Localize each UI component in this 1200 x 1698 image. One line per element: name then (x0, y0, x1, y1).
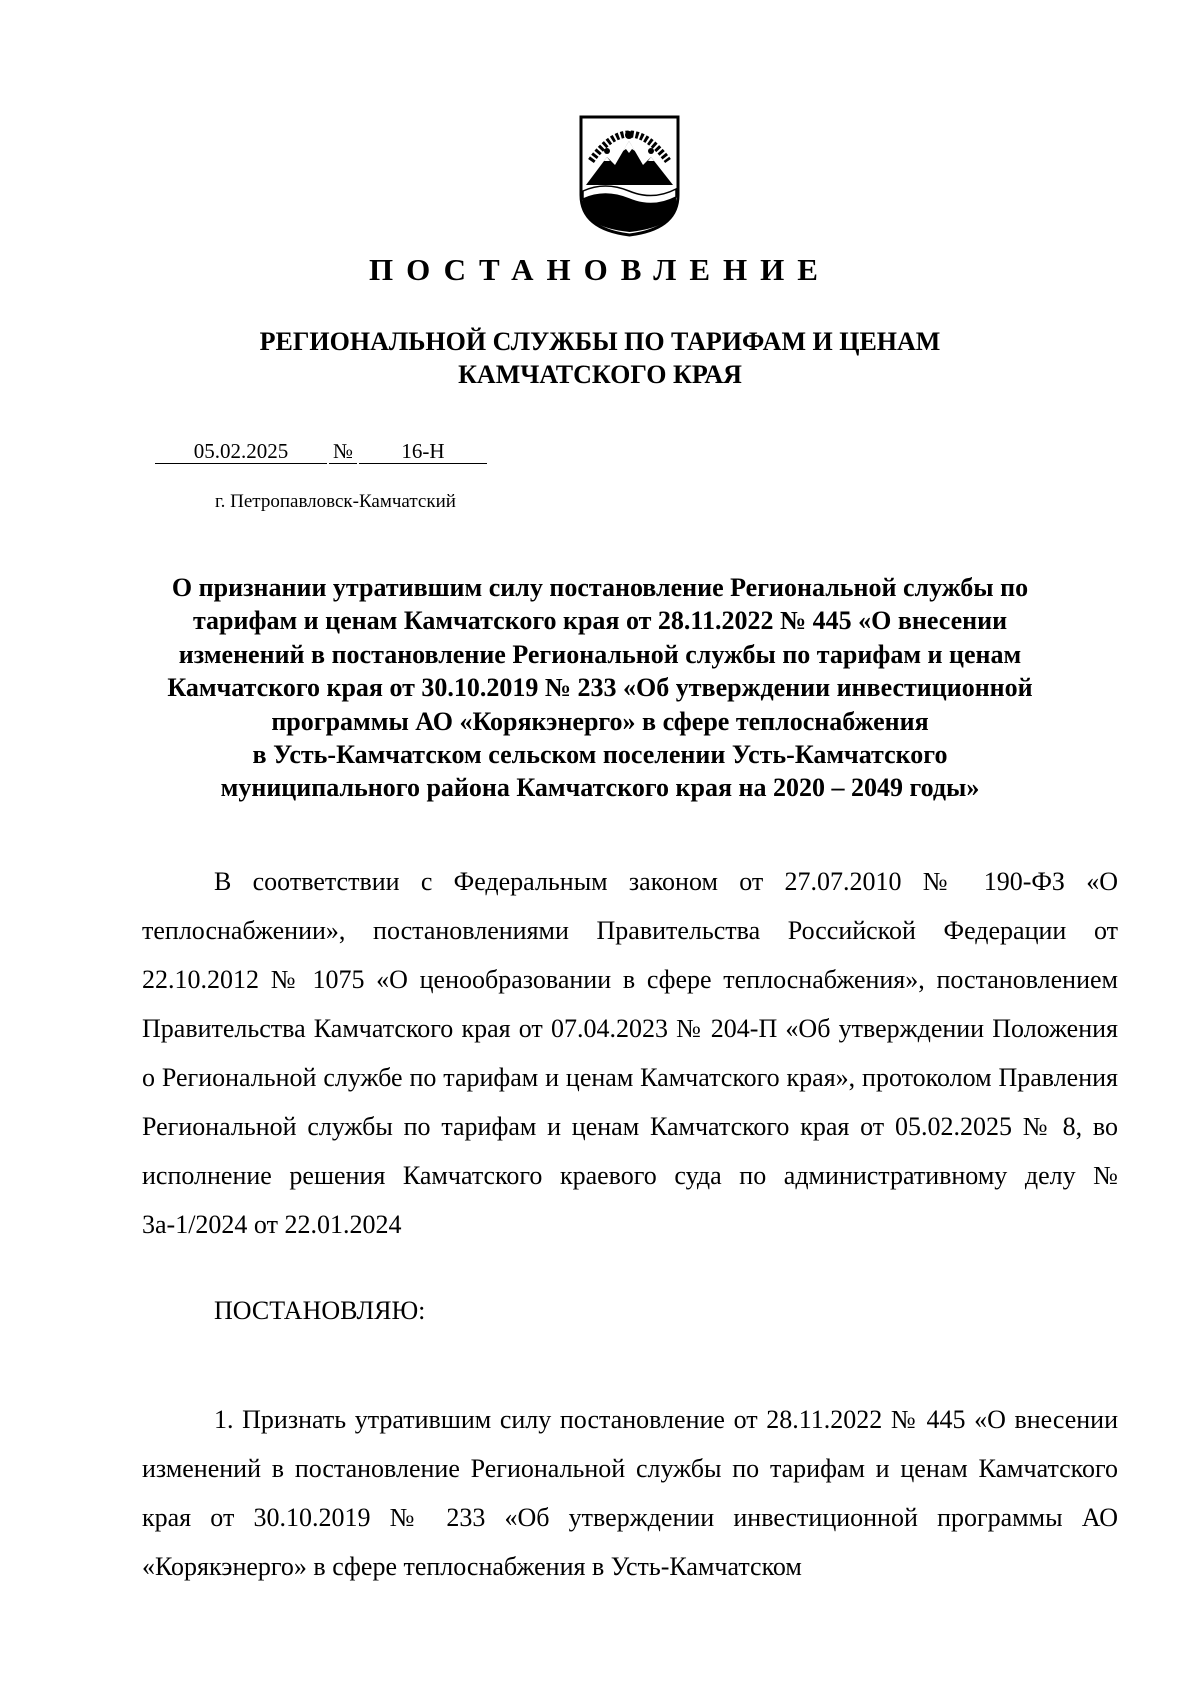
kamchatka-coat-of-arms-icon (577, 111, 682, 239)
title-line: О признании утратившим силу постановление Региональной службы по (171, 573, 1029, 602)
item-1-paragraph: 1. Признать утратившим силу постановление от 28.11.2022 № 445 «О внесении изменений в постановление Региональной службы по тарифам и ценам Камчатского края от 30.10.2019 № 233 «Об утверждении инвестиционной программы АО «Корякэнерго» в сфере теплоснабжения в Усть-Камчатском (142, 1405, 1118, 1581)
document-date: 05.02.2025 (155, 439, 327, 464)
decree-word: ПОСТАНОВЛЯЮ: (214, 1296, 426, 1325)
title-line: муниципального района Камчатского края на 2020 – 2049 годы» (220, 773, 980, 803)
organization-name-line: КАМЧАТСКОГО КРАЯ (458, 360, 742, 389)
document-number: 16-Н (359, 439, 487, 464)
title-line: Камчатского края от 30.10.2019 № 233 «Об утверждении инвестиционной (167, 673, 1033, 703)
document-type-heading: ПОСТАНОВЛЕНИЕ (369, 252, 831, 287)
document-title (140, 571, 1060, 805)
title-line: программы АО «Корякэнерго» в сфере теплоснабжения (271, 706, 929, 736)
organization-name-line: РЕГИОНАЛЬНОЙ СЛУЖБЫ ПО ТАРИФАМ И ЦЕНАМ (259, 327, 941, 356)
number-sign: № (329, 439, 357, 464)
title-line: изменений в постановление Региональной службы по тарифам и ценам (178, 639, 1022, 669)
organization-name (0, 325, 1200, 391)
preamble-paragraph: В соответствии с Федеральным законом от 27.07.2010 № 190-ФЗ «О теплоснабжении», постановлениями Правительства Российской Федерации от 22.10.2012 № 1075 «О ценообразовании в сфере теплоснабжения», постановлением Правительства Камчатского края от 07.04.2023 № 204-П «Об утверждении Положения о Региональной службе по тарифам и ценам Камчатского края», протоколом Правления Региональной службы по тарифам и ценам Камчатского края от 05.02.2025 № 8, во исполнение решения Камчатского краевого суда по административному делу № 3а-1/2024 от 22.01.2024 (142, 867, 1118, 1239)
title-line: в Усть-Камчатском сельском поселении Усть-Камчатского (252, 740, 948, 770)
registration-line (155, 438, 487, 464)
city-name: г. Петропавловск-Камчатский (215, 491, 456, 512)
title-line: тарифам и ценам Камчатского края от 28.11.2022 № 445 «О внесении (192, 606, 1008, 636)
